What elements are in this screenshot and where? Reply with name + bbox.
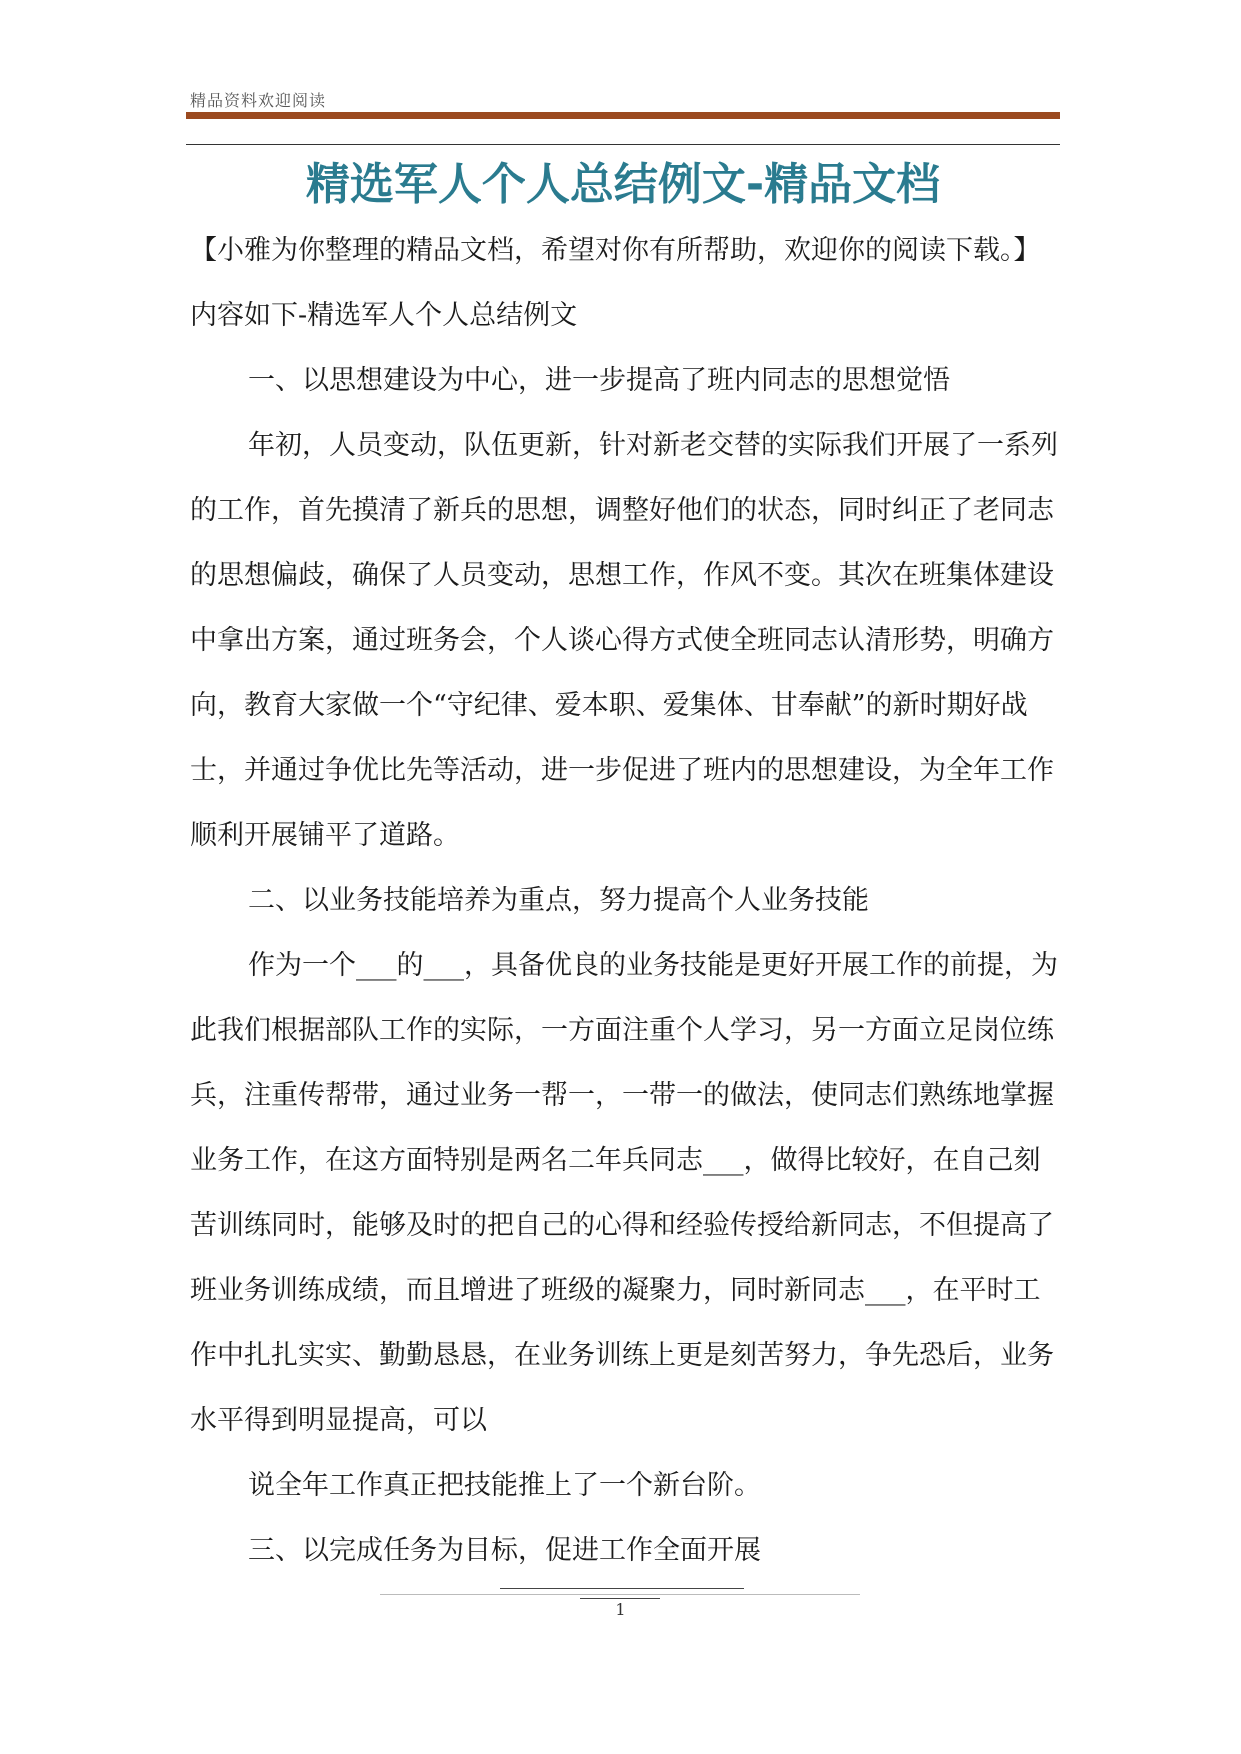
section-heading-2: 二、以业务技能培养为重点，努力提高个人业务技能 (248, 885, 869, 916)
header-rule-thick (186, 112, 1060, 119)
section-heading-3: 三、以完成任务为目标，促进工作全面开展 (248, 1535, 761, 1566)
footer-line-upper (500, 1588, 744, 1589)
page-header-text: 精品资料欢迎阅读 (190, 91, 327, 110)
footer-line-short (580, 1598, 660, 1599)
document-title: 精选军人个人总结例文-精品文档 (305, 159, 941, 210)
body-paragraph-3: 说全年工作真正把技能推上了一个新台阶。 (248, 1470, 761, 1501)
page-number: 1 (615, 1600, 626, 1619)
body-paragraph-1: 年初，人员变动，队伍更新，针对新老交替的实际我们开展了一系列的工作，首先摸清了新兵的思想，调整好他们的状态，同时纠正了老同志的思想偏歧，确保了人员变动，思想工作，作风不变。其次在班集体建设中拿出方案，通过班务会，个人谈心得方式使全班同志认清形势，明确方向，教育大家做一个“守纪律、爱本职、爱集体、甘奉献”的新时期好战士，并通过争优比先等活动，进一步促进了班内的思想建设，为全年工作顺利开展铺平了道路。 (190, 430, 1058, 851)
intro-paragraph: 【小雅为你整理的精品文档，希望对你有所帮助，欢迎你的阅读下载。】内容如下-精选军人个人总结例文 (190, 235, 1041, 331)
footer-line-lower (380, 1594, 860, 1595)
header-rule-thin (186, 144, 1060, 145)
section-heading-1: 一、以思想建设为中心，进一步提高了班内同志的思想觉悟 (248, 365, 950, 396)
body-paragraph-2: 作为一个___的___，具备优良的业务技能是更好开展工作的前提，为此我们根据部队工作的实际，一方面注重个人学习，另一方面立足岗位练兵，注重传帮带，通过业务一帮一，一带一的做法，使同志们熟练地掌握业务工作，在这方面特别是两名二年兵同志___，做得比较好，在自己刻苦训练同时，能够及时的把自己的心得和经验传授给新同志，不但提高了班业务训练成绩，而且增进了班级的凝聚力，同时新同志___，在平时工作中扎扎实实、勤勤恳恳，在业务训练上更是刻苦努力，争先恐后，业务水平得到明显提高，可以 (190, 950, 1058, 1436)
document-body (190, 218, 1060, 1583)
